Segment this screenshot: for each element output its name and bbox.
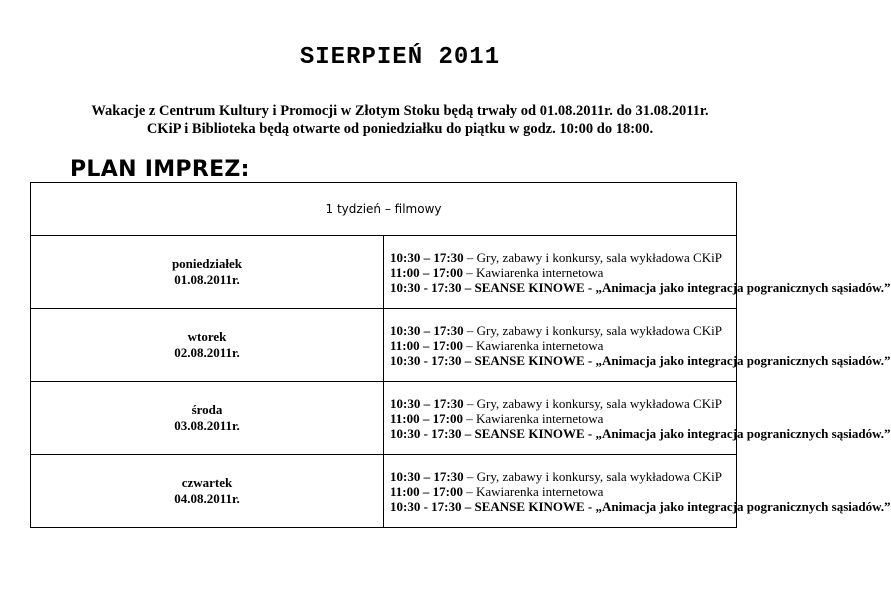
event-time: 10:30 – 17:30 <box>390 395 464 411</box>
event-text: – SEANSE KINOWE - „Animacja jako integracja pogranicznych sąsiadów.” <box>461 498 891 514</box>
event-line <box>390 323 736 338</box>
day-date: 01.08.2011r. <box>174 272 240 287</box>
day-cell <box>31 455 384 528</box>
event-time: 10:30 - 17:30 <box>390 498 462 514</box>
event-time: 10:30 – 17:30 <box>390 249 464 265</box>
event-text: – SEANSE KINOWE - „Animacja jako integracja pogranicznych sąsiadów.” <box>461 279 891 295</box>
day-cell <box>31 309 384 382</box>
event-line <box>390 425 891 441</box>
event-line <box>390 396 736 411</box>
event-line <box>390 265 736 280</box>
page-title: SIERPIEŃ 2011 <box>299 44 501 71</box>
event-text: – Gry, zabawy i konkursy, sala wykładowa CKiP <box>463 322 722 338</box>
events-cell <box>384 309 891 382</box>
week-header: 1 tydzień – filmowy <box>31 183 737 236</box>
event-line <box>390 279 891 295</box>
events-cell <box>384 382 891 455</box>
day-name: środa <box>191 402 223 417</box>
event-time: 10:30 - 17:30 <box>390 425 462 441</box>
schedule-table <box>30 182 891 528</box>
event-text: – SEANSE KINOWE - „Animacja jako integracja pogranicznych sąsiadów.” <box>461 352 891 368</box>
event-time: 11:00 – 17:00 <box>390 264 463 280</box>
day-row <box>31 309 737 382</box>
event-text: – Gry, zabawy i konkursy, sala wykładowa CKiP <box>463 395 722 411</box>
event-text: – Gry, zabawy i konkursy, sala wykładowa CKiP <box>463 468 722 484</box>
event-time: 11:00 – 17:00 <box>390 483 463 499</box>
day-date: 04.08.2011r. <box>174 491 240 506</box>
event-text: – Gry, zabawy i konkursy, sala wykładowa CKiP <box>463 249 722 265</box>
day-row <box>31 455 737 528</box>
event-text: – Kawiarenka internetowa <box>462 264 604 280</box>
event-time: 10:30 – 17:30 <box>390 468 464 484</box>
event-text: – Kawiarenka internetowa <box>462 337 604 353</box>
day-date: 02.08.2011r. <box>174 345 240 360</box>
intro-line-hours: CKiP i Biblioteka będą otwarte od poniedziałku do piątku w godz. 10:00 do 18:00. <box>146 121 654 137</box>
event-text: – Kawiarenka internetowa <box>462 410 604 426</box>
event-text: – SEANSE KINOWE - „Animacja jako integracja pogranicznych sąsiadów.” <box>461 425 891 441</box>
event-line <box>390 338 736 353</box>
events-cell <box>384 455 891 528</box>
events-cell <box>384 236 891 309</box>
event-line <box>390 411 736 426</box>
event-line <box>390 352 891 368</box>
day-date: 03.08.2011r. <box>174 418 240 433</box>
day-row <box>31 382 737 455</box>
day-name: poniedziałek <box>171 256 243 271</box>
event-line <box>390 250 736 265</box>
event-line <box>390 498 891 514</box>
week-header-row <box>31 183 737 236</box>
intro-line-dates: Wakacje z Centrum Kultury i Promocji w Złotym Stoku będą trwały od 01.08.2011r. do 31.08.2011r. <box>91 103 709 119</box>
event-time: 10:30 - 17:30 <box>390 279 462 295</box>
day-cell <box>31 236 384 309</box>
event-time: 10:30 - 17:30 <box>390 352 462 368</box>
day-name: czwartek <box>181 475 233 490</box>
day-cell <box>31 382 384 455</box>
day-row <box>31 236 737 309</box>
event-line <box>390 484 736 499</box>
day-name: wtorek <box>187 329 227 344</box>
event-time: 11:00 – 17:00 <box>390 410 463 426</box>
event-time: 10:30 – 17:30 <box>390 322 464 338</box>
event-text: – Kawiarenka internetowa <box>462 483 604 499</box>
plan-heading: PLAN IMPREZ: <box>70 157 250 182</box>
event-line <box>390 469 736 484</box>
event-time: 11:00 – 17:00 <box>390 337 463 353</box>
intro-text <box>0 102 800 138</box>
